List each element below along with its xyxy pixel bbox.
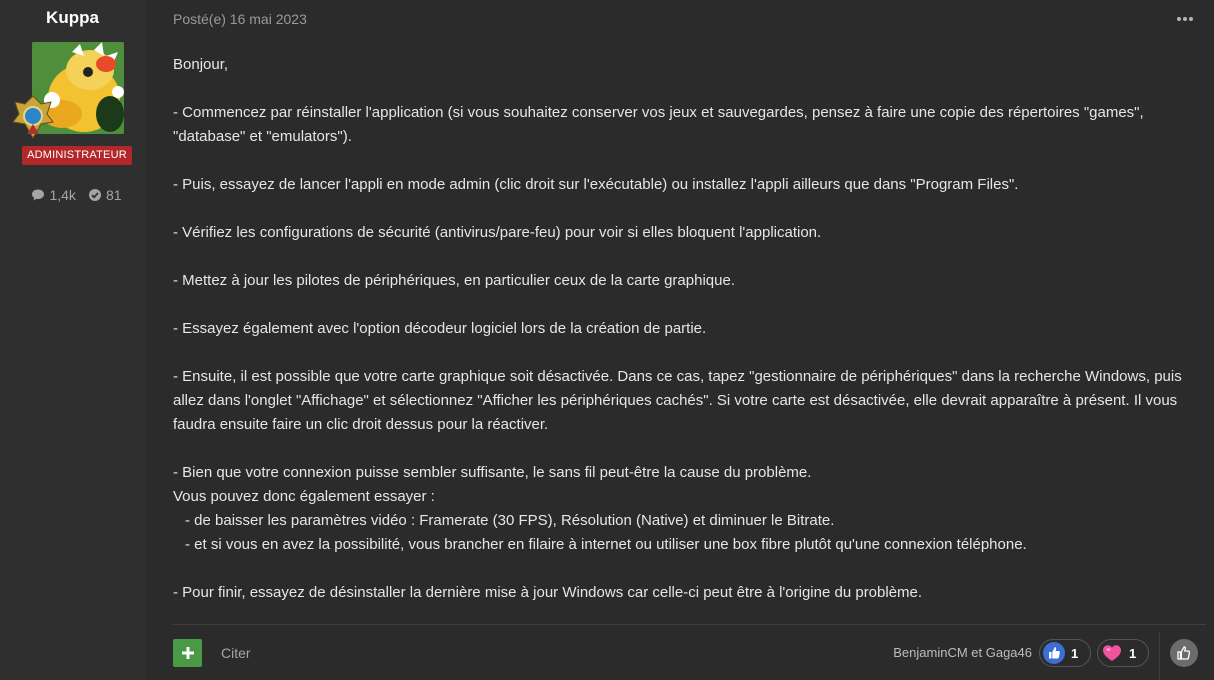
post-date[interactable]: Posté(e) 16 mai 2023: [173, 11, 307, 27]
solution-count: 81: [105, 187, 122, 203]
footer-separator: [1159, 632, 1160, 680]
post-line: - et si vous en avez la possibilité, vous brancher en filaire à internet ou utiliser une box fibre plutôt qu'une connexion téléphone.: [185, 536, 1027, 553]
author-sidebar: [0, 0, 145, 680]
like-count: 1: [1071, 645, 1079, 661]
post-divider: [173, 624, 1206, 625]
love-count: 1: [1129, 645, 1137, 661]
plus-icon: [182, 647, 194, 659]
author-name[interactable]: Kuppa: [46, 8, 99, 27]
post-line: - Mettez à jour les pilotes de périphériques, en particulier ceux de la carte graphique.: [173, 272, 735, 289]
post-content: [173, 53, 1203, 605]
post-line: - Vérifiez les configurations de sécurité (antivirus/pare-feu) pour voir si elles bloquent l'application.: [173, 224, 822, 241]
author-stats: [0, 187, 153, 203]
role-badge: ADMINISTRATEUR: [22, 146, 132, 165]
post-line: - Pour finir, essayez de désinstaller la dernière mise à jour Windows car celle-ci peut être à l'origine du problème.: [173, 584, 923, 601]
more-options-icon[interactable]: [1176, 12, 1194, 26]
love-reaction[interactable]: [1097, 639, 1149, 667]
post-line: - Essayez également avec l'option décodeur logiciel lors de la création de partie.: [173, 320, 707, 337]
post-line: Vous pouvez donc également essayer :: [173, 488, 435, 505]
comment-icon: [31, 188, 45, 202]
like-reaction[interactable]: [1039, 639, 1091, 667]
post-line: - Commencez par réinstaller l'application (si vous souhaitez conserver vos jeux et sauvegardes, pensez à faire une copie des répertoires "games", "database" et "emulators").: [173, 104, 1144, 145]
post-line: - Ensuite, il est possible que votre carte graphique soit désactivée. Dans ce cas, tapez "gestionnaire de périphériques" dans la recherche Windows, puis allez dans l'onglet "Affichage" et sélectionnez "Afficher les périphériques cachés". Si votre carte est désactivée, elle devrait apparaître à présent. Il vous faudra ensuite faire un clic droit dessus pour la réactiver.: [173, 368, 1182, 433]
solution-count-stat[interactable]: [88, 187, 122, 203]
heart-icon: [1101, 642, 1123, 664]
post-line: - Puis, essayez de lancer l'appli en mode admin (clic droit sur l'exécutable) ou installez l'appli ailleurs que dans "Program Files".: [173, 176, 1019, 193]
reactors-list[interactable]: BenjaminCM et Gaga46: [893, 645, 1032, 660]
post-line: Bonjour,: [173, 56, 229, 73]
multiquote-button[interactable]: [173, 639, 202, 667]
rank-emblem-icon: [11, 94, 55, 140]
thumbs-up-icon: [1043, 642, 1065, 664]
post-line: - Bien que votre connexion puisse sembler suffisante, le sans fil peut-être la cause du problème.: [173, 464, 812, 481]
thumbs-up-outline-icon: [1175, 644, 1193, 662]
post-count: 1,4k: [49, 187, 76, 203]
cite-button[interactable]: Citer: [221, 645, 251, 661]
react-button[interactable]: [1170, 639, 1198, 667]
post-line: - de baisser les paramètres vidéo : Framerate (30 FPS), Résolution (Native) et diminuer le Bitrate.: [185, 512, 835, 529]
post-count-stat[interactable]: [31, 187, 75, 203]
check-circle-icon: [88, 188, 102, 202]
